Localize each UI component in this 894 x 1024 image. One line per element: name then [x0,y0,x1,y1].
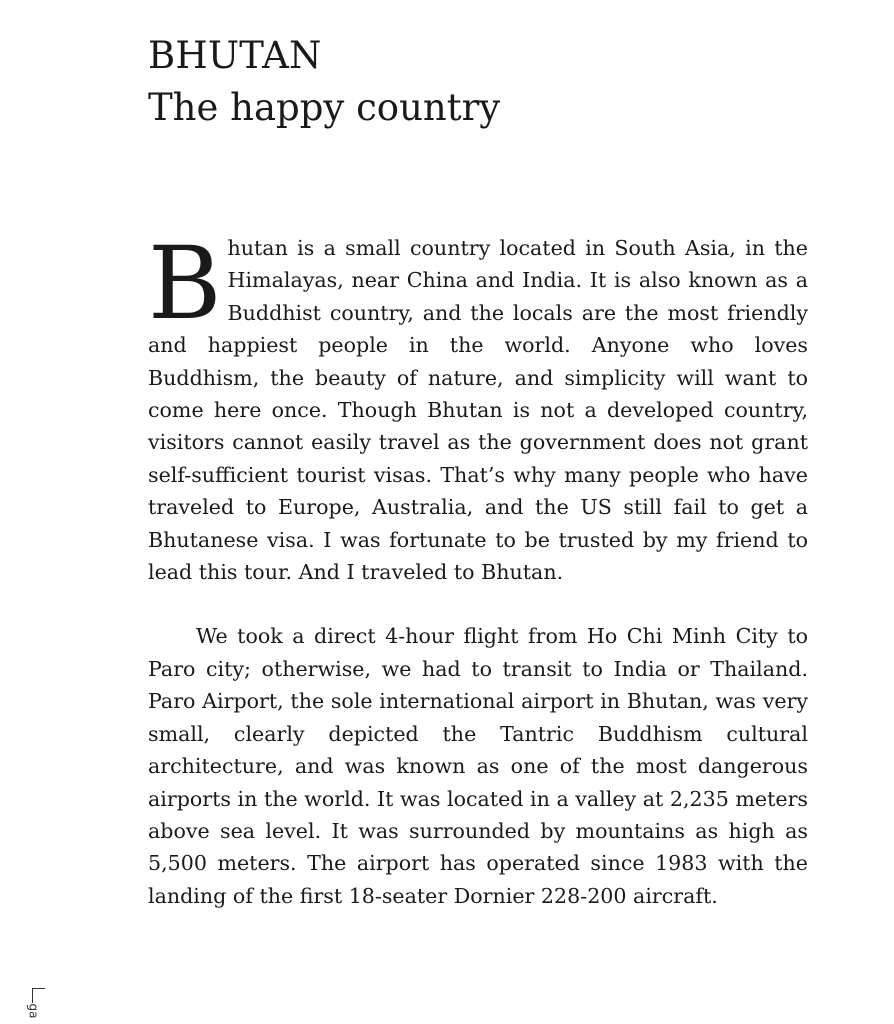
drop-cap: B [148,225,222,342]
paragraph-flight-text: We took a direct 4-hour flight from Ho Chi Minh City to Paro city; otherwise, we had to transit to India or Thailand. Paro Airport, the sole international airport in Bhutan, was very small, clearly depicted the Tantric Buddhism cultural architecture, and was known as one of the most dangerous airports in the world. It was located in a valley at 2,235 meters above sea level. It was surrounded by mountains as high as 5,500 meters. The airport has operated since 1983 with the landing of the first 18-seater Dornier 228-200 aircraft. [148,624,808,908]
document-title: BHUTAN [148,34,322,77]
paragraph-intro-text: hutan is a small country located in South Asia, in the Himalayas, near China and India. It is also known as a Buddhist country, and the locals are the most friendly and happiest people in the world. Anyone who loves Buddhism, the beauty of nature, and simplicity will want to come here once. Though Bhutan is not a developed country, visitors cannot easily travel as the government does not grant self-sufficient tourist visas. That’s why many people who have traveled to Europe, Australia, and the US still fail to get a Bhutanese visa. I was fortunate to be trusted by my friend to lead this tour. And I traveled to Bhutan. [148,236,808,585]
page-corner-icon [32,988,45,1003]
paragraph-intro [148,225,808,588]
paragraph-flight [148,620,808,912]
page-mark [26,988,48,1024]
document-body [148,225,808,912]
document-page [148,30,808,908]
document-subtitle: The happy country [148,86,501,129]
page-mark-text: ga [26,1003,41,1019]
